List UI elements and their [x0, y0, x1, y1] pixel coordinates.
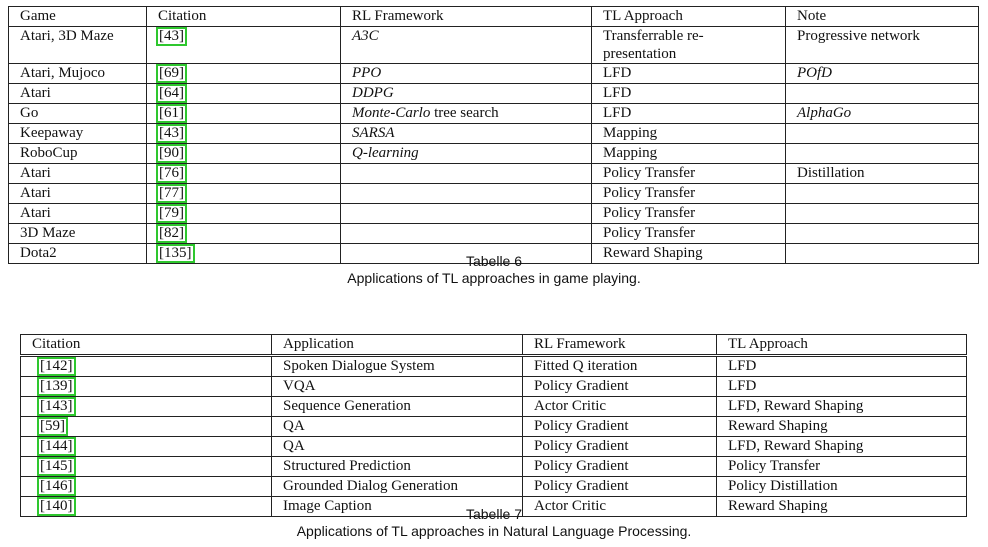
- citation-link[interactable]: [69]: [156, 64, 187, 83]
- cell-citation: [147, 64, 341, 84]
- cell-citation: [147, 184, 341, 204]
- cell-rl-framework: SARSA: [341, 124, 592, 144]
- cell-game: Keepaway: [9, 124, 147, 144]
- cell-game: Atari, 3D Maze: [9, 27, 147, 64]
- cell-application: Sequence Generation: [272, 397, 523, 417]
- header-citation: Citation: [147, 7, 341, 27]
- cell-game: RoboCup: [9, 144, 147, 164]
- table-7-caption-text: Applications of TL approaches in Natural Language Processing.: [296, 523, 692, 539]
- citation-link[interactable]: [142]: [37, 357, 76, 376]
- header-rl-framework: RL Framework: [523, 335, 717, 356]
- citation-link[interactable]: [145]: [37, 457, 76, 476]
- cell-rl-framework: Q-learning: [341, 144, 592, 164]
- table-row: [9, 64, 979, 84]
- citation-link[interactable]: [146]: [37, 477, 76, 496]
- cell-tl-approach: Reward Shaping: [717, 497, 967, 517]
- table-row: [9, 144, 979, 164]
- cell-citation: [147, 144, 341, 164]
- cell-citation: [21, 397, 272, 417]
- cell-rl-framework: Policy Gradient: [523, 477, 717, 497]
- citation-link[interactable]: [59]: [37, 417, 68, 436]
- cell-application: QA: [272, 417, 523, 437]
- cell-tl-approach: LFD, Reward Shaping: [717, 437, 967, 457]
- rl-framework-rest: tree search: [430, 105, 499, 121]
- citation-link[interactable]: [144]: [37, 437, 76, 456]
- cell-tl-approach: LFD: [717, 356, 967, 377]
- cell-application: VQA: [272, 377, 523, 397]
- citation-link[interactable]: [43]: [156, 124, 187, 143]
- citation-link[interactable]: [82]: [156, 224, 187, 243]
- table-row: [9, 224, 979, 244]
- table-row: [9, 204, 979, 224]
- table-row: [9, 84, 979, 104]
- cell-rl-framework: [341, 224, 592, 244]
- cell-rl-framework: Policy Gradient: [523, 457, 717, 477]
- cell-rl-framework: [341, 104, 592, 124]
- citation-link[interactable]: [143]: [37, 397, 76, 416]
- cell-note: Progressive network: [786, 27, 979, 64]
- cell-tl-approach: Policy Transfer: [592, 204, 786, 224]
- cell-game: Atari: [9, 164, 147, 184]
- cell-citation: [21, 417, 272, 437]
- cell-tl-approach: Policy Distillation: [717, 477, 967, 497]
- cell-rl-framework: Policy Gradient: [523, 437, 717, 457]
- cell-note: [786, 124, 979, 144]
- cell-note: [786, 224, 979, 244]
- cell-rl-framework: A3C: [341, 27, 592, 64]
- table-row: [21, 457, 967, 477]
- header-game: Game: [9, 7, 147, 27]
- header-tl-approach: TL Approach: [592, 7, 786, 27]
- cell-application: Image Caption: [272, 497, 523, 517]
- cell-citation: [21, 356, 272, 377]
- table-header-row: [9, 7, 979, 27]
- cell-tl-approach: Mapping: [592, 144, 786, 164]
- citation-link[interactable]: [77]: [156, 184, 187, 203]
- cell-citation: [147, 27, 341, 64]
- rl-framework-italic: Monte-Carlo: [352, 105, 431, 121]
- citation-link[interactable]: [140]: [37, 497, 76, 516]
- header-application: Application: [272, 335, 523, 356]
- cell-note: [786, 84, 979, 104]
- cell-note: [786, 204, 979, 224]
- cell-citation: [147, 104, 341, 124]
- cell-rl-framework: Actor Critic: [523, 397, 717, 417]
- cell-note: AlphaGo: [786, 104, 979, 124]
- cell-game: Atari, Mujoco: [9, 64, 147, 84]
- cell-tl-approach: Policy Transfer: [592, 224, 786, 244]
- table-row: [21, 477, 967, 497]
- citation-link[interactable]: [61]: [156, 104, 187, 123]
- table-row: [9, 124, 979, 144]
- cell-tl-approach: Policy Transfer: [592, 184, 786, 204]
- cell-rl-framework: DDPG: [341, 84, 592, 104]
- table-row: [9, 164, 979, 184]
- header-citation: Citation: [21, 335, 272, 356]
- cell-rl-framework: [341, 204, 592, 224]
- cell-tl-approach: Mapping: [592, 124, 786, 144]
- citation-link[interactable]: [76]: [156, 164, 187, 183]
- cell-citation: [21, 457, 272, 477]
- table-row: [21, 356, 967, 377]
- table-7-caption-label: Tabelle 7: [465, 506, 523, 522]
- cell-tl-approach: LFD: [717, 377, 967, 397]
- table-6-caption-text: Applications of TL approaches in game playing.: [347, 270, 641, 286]
- cell-note: [786, 184, 979, 204]
- cell-rl-framework: Policy Gradient: [523, 377, 717, 397]
- citation-link[interactable]: [79]: [156, 204, 187, 223]
- cell-game: Dota2: [9, 244, 147, 264]
- citation-link[interactable]: [90]: [156, 144, 187, 163]
- cell-game: Atari: [9, 184, 147, 204]
- table-row: [21, 397, 967, 417]
- header-tl-approach: TL Approach: [717, 335, 967, 356]
- table-6-game-playing: [8, 6, 979, 264]
- citation-link[interactable]: [139]: [37, 377, 76, 396]
- cell-rl-framework: PPO: [341, 64, 592, 84]
- cell-citation: [21, 377, 272, 397]
- cell-tl-approach: Policy Transfer: [592, 164, 786, 184]
- table-row: [9, 104, 979, 124]
- cell-citation: [147, 84, 341, 104]
- table-row: [21, 377, 967, 397]
- header-note: Note: [786, 7, 979, 27]
- cell-tl-approach: LFD: [592, 104, 786, 124]
- table-header-row: [21, 335, 967, 356]
- cell-citation: [21, 437, 272, 457]
- cell-note: [786, 144, 979, 164]
- cell-application: Spoken Dialogue System: [272, 356, 523, 377]
- table-row: [9, 27, 979, 64]
- table-6-caption: [0, 253, 988, 287]
- cell-tl-approach: Transferrable re-presentation: [592, 27, 786, 64]
- cell-tl-approach: LFD: [592, 84, 786, 104]
- cell-rl-framework: [341, 164, 592, 184]
- table-6-caption-label: Tabelle 6: [465, 253, 523, 269]
- citation-link[interactable]: [135]: [156, 244, 195, 263]
- cell-note: POfD: [786, 64, 979, 84]
- cell-tl-approach: LFD, Reward Shaping: [717, 397, 967, 417]
- cell-tl-approach: Policy Transfer: [717, 457, 967, 477]
- header-rl-framework: RL Framework: [341, 7, 592, 27]
- cell-application: Structured Prediction: [272, 457, 523, 477]
- table-row: [21, 437, 967, 457]
- cell-game: Atari: [9, 84, 147, 104]
- cell-tl-approach: Reward Shaping: [592, 244, 786, 264]
- citation-link[interactable]: [43]: [156, 27, 187, 46]
- table-row: [21, 417, 967, 437]
- table-row: [9, 184, 979, 204]
- cell-tl-approach: LFD: [592, 64, 786, 84]
- cell-game: Go: [9, 104, 147, 124]
- cell-citation: [147, 164, 341, 184]
- cell-citation: [21, 477, 272, 497]
- cell-game: 3D Maze: [9, 224, 147, 244]
- table-7-caption: [0, 506, 988, 540]
- cell-rl-framework: [341, 184, 592, 204]
- cell-application: QA: [272, 437, 523, 457]
- cell-game: Atari: [9, 204, 147, 224]
- cell-tl-approach: Reward Shaping: [717, 417, 967, 437]
- cell-note: Distillation: [786, 164, 979, 184]
- cell-rl-framework: Fitted Q iteration: [523, 356, 717, 377]
- cell-citation: [147, 204, 341, 224]
- table-7-nlp: [20, 334, 967, 517]
- cell-rl-framework: Policy Gradient: [523, 417, 717, 437]
- cell-citation: [147, 224, 341, 244]
- cell-citation: [147, 124, 341, 144]
- citation-link[interactable]: [64]: [156, 84, 187, 103]
- cell-rl-framework: Actor Critic: [523, 497, 717, 517]
- cell-application: Grounded Dialog Generation: [272, 477, 523, 497]
